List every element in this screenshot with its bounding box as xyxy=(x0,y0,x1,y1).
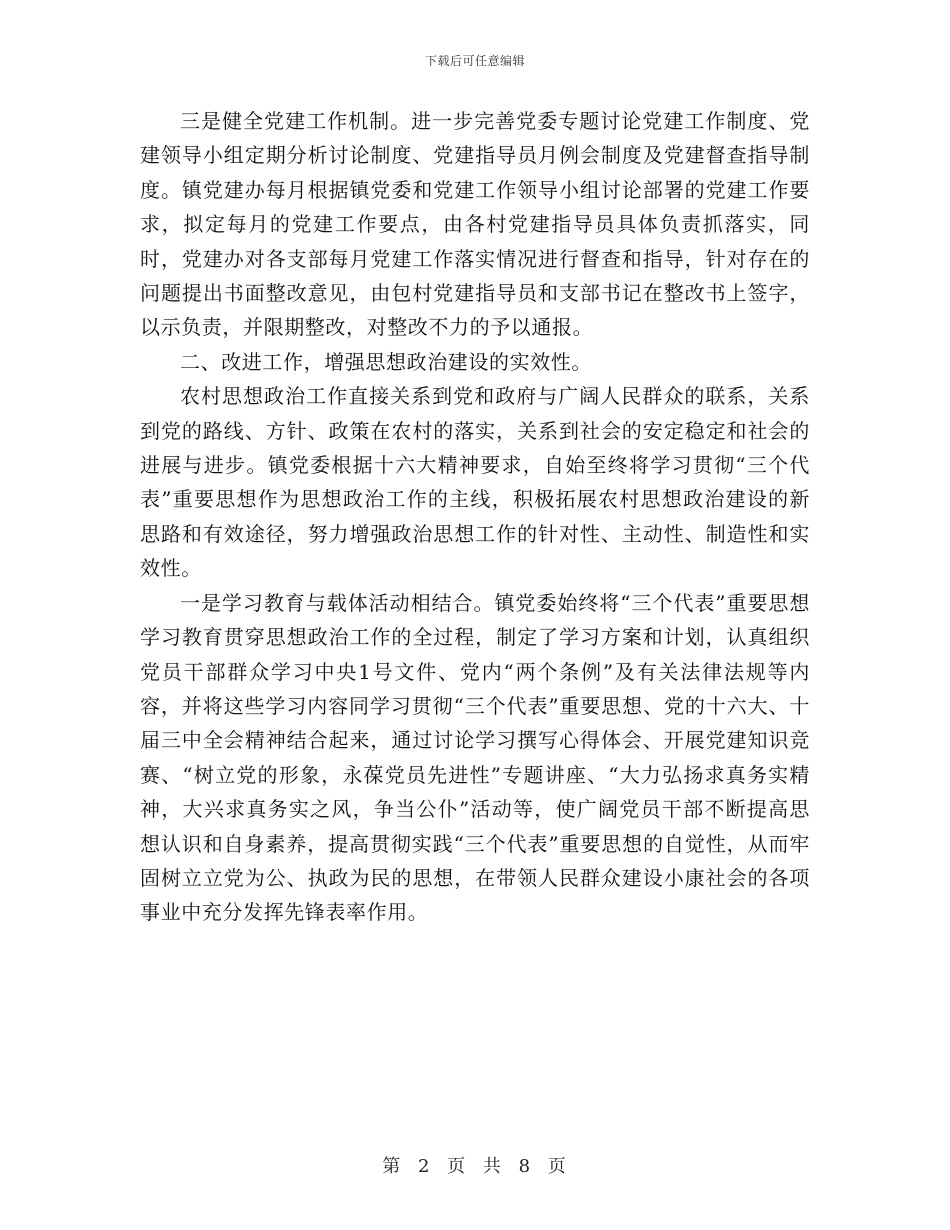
paragraph-rural-ideology: 农村思想政治工作直接关系到党和政府与广阔人民群众的联系，关系到党的路线、方针、政策在农村的落实，关系到社会的安定稳定和社会的进展与进步。镇党委根据十六大精神要求，自始至终将学习贯彻“三个代表”重要思想作为思想政治工作的主线，积极拓展农村思想政治建设的新思路和有效途径，努力增强政治思想工作的针对性、主动性、制造性和实效性。 xyxy=(140,384,810,581)
paragraph-study-education: 一是学习教育与载体活动相结合。镇党委始终将“三个代表”重要思想学习教育贯穿思想政治工作的全过程，制定了学习方案和计划，认真组织党员干部群众学习中央1号文件、党内“两个条例”及有关法律法规等内容，并将这些学习内容同学习贯彻“三个代表”重要思想、党的十六大、十届三中全会精神结合起来，通过讨论学习撰写心得体会、开展党建知识竞赛、“树立党的形象，永葆党员先进性”专题讲座、“大力弘扬求真务实精神，大兴求真务实之风，争当公仆”活动等，使广阔党员干部不断提高思想认识和自身素养，提高贯彻实践“三个代表”重要思想的自觉性，从而牢固树立立党为公、执政为民的思想，在带领人民群众建设小康社会的各项事业中充分发挥先锋表率作用。 xyxy=(140,590,810,925)
paragraph-party-mechanism: 三是健全党建工作机制。进一步完善党委专题讨论党建工作制度、党建领导小组定期分析讨论制度、党建指导员月例会制度及党建督查指导制度。镇党建办每月根据镇党委和党建工作领导小组讨论部署的党建工作要求，拟定每月的党建工作要点，由各村党建指导员具体负责抓落实，同时，党建办对各支部每月党建工作落实情况进行督查和指导，针对存在的问题提出书面整改意见，由包村党建指导员和支部书记在整改书上签字，以示负责，并限期整改，对整改不力的予以通报。 xyxy=(140,109,810,340)
section-heading-improve-work: 二、改进工作，增强思想政治建设的实效性。 xyxy=(180,349,592,374)
page-header-note: 下载后可任意编辑 xyxy=(424,54,525,68)
page-number: 第 2 页 共 8 页 xyxy=(382,1156,568,1177)
document-body xyxy=(140,104,810,930)
